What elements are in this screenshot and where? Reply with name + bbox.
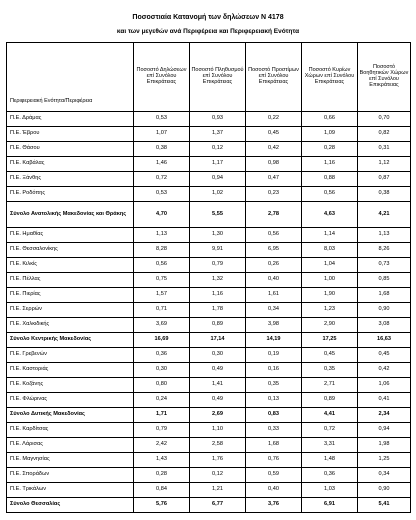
value-cell: 0,83 (246, 408, 302, 423)
value-cell: 6,95 (246, 243, 302, 258)
value-cell: 3,98 (246, 318, 302, 333)
table-row (7, 273, 411, 288)
value-cell: 0,85 (358, 273, 411, 288)
value-cell: 0,59 (246, 468, 302, 483)
region-name-cell: Π.Ε. Σερρών (7, 303, 134, 318)
table-total-row (7, 498, 411, 513)
value-cell: 4,41 (302, 408, 358, 423)
value-cell: 1,46 (134, 157, 190, 172)
value-cell: 0,80 (134, 378, 190, 393)
region-name-cell: Π.Ε. Κιλκίς (7, 258, 134, 273)
table-row (7, 157, 411, 172)
table-row (7, 393, 411, 408)
value-cell: 1,30 (190, 228, 246, 243)
region-name-cell: Π.Ε. Καβάλας (7, 157, 134, 172)
value-cell: 0,28 (302, 142, 358, 157)
value-cell: 0,23 (246, 187, 302, 202)
document-subtitle: και των μεγεθών ανά Περιφέρεια και Περιφερειακή Ενότητα (116, 28, 300, 35)
region-name-cell: Σύνολο Κεντρικής Μακεδονίας (7, 333, 134, 348)
value-cell: 0,89 (302, 393, 358, 408)
value-cell: 1,57 (134, 288, 190, 303)
value-cell: 8,28 (134, 243, 190, 258)
value-cell: 1,32 (190, 273, 246, 288)
value-cell: 0,79 (134, 423, 190, 438)
value-cell: 1,17 (190, 157, 246, 172)
value-cell: 0,40 (246, 483, 302, 498)
region-name-cell: Σύνολο Ανατολικής Μακεδονίας και Θράκης (7, 202, 134, 228)
value-cell: 0,12 (190, 468, 246, 483)
value-cell: 16,69 (134, 333, 190, 348)
value-cell: 2,90 (302, 318, 358, 333)
region-name-cell: Π.Ε. Τρικάλων (7, 483, 134, 498)
table-row (7, 228, 411, 243)
value-cell: 5,76 (134, 498, 190, 513)
table-row (7, 348, 411, 363)
region-name-cell: Π.Ε. Πέλλας (7, 273, 134, 288)
table-row (7, 378, 411, 393)
value-cell: 0,93 (190, 112, 246, 127)
value-cell: 2,78 (246, 202, 302, 228)
value-cell: 2,71 (302, 378, 358, 393)
table-row (7, 363, 411, 378)
value-cell: 0,56 (246, 228, 302, 243)
table-row (7, 187, 411, 202)
region-name-cell: Π.Ε. Θεσσαλονίκης (7, 243, 134, 258)
header-main-spaces-pct: Ποσοστό Κυρίων Χώρων επί Συνόλου Επικράτειας (302, 43, 358, 112)
value-cell: 0,26 (246, 258, 302, 273)
table-row (7, 318, 411, 333)
value-cell: 1,06 (358, 378, 411, 393)
table-row (7, 438, 411, 453)
value-cell: 0,71 (134, 303, 190, 318)
value-cell: 0,24 (134, 393, 190, 408)
value-cell: 0,82 (358, 127, 411, 142)
value-cell: 0,42 (246, 142, 302, 157)
value-cell: 0,72 (302, 423, 358, 438)
table-row (7, 172, 411, 187)
value-cell: 0,49 (190, 363, 246, 378)
value-cell: 3,69 (134, 318, 190, 333)
value-cell: 1,61 (246, 288, 302, 303)
value-cell: 1,16 (302, 157, 358, 172)
region-name-cell: Π.Ε. Θάσου (7, 142, 134, 157)
value-cell: 0,34 (358, 468, 411, 483)
region-name-cell: Π.Ε. Έβρου (7, 127, 134, 142)
table-body (7, 112, 411, 513)
region-name-cell: Σύνολο Δυτικής Μακεδονίας (7, 408, 134, 423)
region-name-cell: Π.Ε. Πιερίας (7, 288, 134, 303)
table-total-row (7, 333, 411, 348)
value-cell: 6,91 (302, 498, 358, 513)
value-cell: 0,56 (302, 187, 358, 202)
value-cell: 1,43 (134, 453, 190, 468)
table-header-row (7, 43, 411, 112)
value-cell: 0,13 (246, 393, 302, 408)
value-cell: 17,25 (302, 333, 358, 348)
region-name-cell: Π.Ε. Χαλκιδικής (7, 318, 134, 333)
region-name-cell: Π.Ε. Μαγνησίας (7, 453, 134, 468)
table-row (7, 453, 411, 468)
value-cell: 0,42 (358, 363, 411, 378)
value-cell: 0,19 (246, 348, 302, 363)
value-cell: 0,45 (358, 348, 411, 363)
region-name-cell: Π.Ε. Κοζάνης (7, 378, 134, 393)
value-cell: 8,26 (358, 243, 411, 258)
value-cell: 0,33 (246, 423, 302, 438)
value-cell: 4,70 (134, 202, 190, 228)
table-total-row (7, 202, 411, 228)
value-cell: 0,45 (302, 348, 358, 363)
value-cell: 0,45 (246, 127, 302, 142)
table-row (7, 423, 411, 438)
value-cell: 1,07 (134, 127, 190, 142)
value-cell: 3,08 (358, 318, 411, 333)
value-cell: 1,23 (302, 303, 358, 318)
value-cell: 1,98 (358, 438, 411, 453)
value-cell: 0,35 (302, 363, 358, 378)
value-cell: 2,58 (190, 438, 246, 453)
value-cell: 1,71 (134, 408, 190, 423)
region-name-cell: Σύνολο Θεσσαλίας (7, 498, 134, 513)
value-cell: 1,00 (302, 273, 358, 288)
region-name-cell: Π.Ε. Λάρισας (7, 438, 134, 453)
table-row (7, 112, 411, 127)
value-cell: 1,04 (302, 258, 358, 273)
value-cell: 0,73 (358, 258, 411, 273)
value-cell: 0,56 (134, 258, 190, 273)
value-cell: 2,69 (190, 408, 246, 423)
region-name-cell: Π.Ε. Φλώρινας (7, 393, 134, 408)
value-cell: 0,66 (302, 112, 358, 127)
value-cell: 1,10 (190, 423, 246, 438)
header-fines-pct: Ποσοστό Προστίμων επί Συνόλου Επικράτειας (246, 43, 302, 112)
value-cell: 0,84 (134, 483, 190, 498)
value-cell: 5,41 (358, 498, 411, 513)
value-cell: 0,79 (190, 258, 246, 273)
value-cell: 0,87 (358, 172, 411, 187)
value-cell: 0,36 (302, 468, 358, 483)
value-cell: 0,12 (190, 142, 246, 157)
value-cell: 0,38 (358, 187, 411, 202)
value-cell: 5,55 (190, 202, 246, 228)
region-name-cell: Π.Ε. Ξάνθης (7, 172, 134, 187)
table-row (7, 483, 411, 498)
value-cell: 1,76 (190, 453, 246, 468)
header-declarations-pct: Ποσοστό Δηλώσεων επί Συνόλου Επικράτειας (134, 43, 190, 112)
value-cell: 0,53 (134, 187, 190, 202)
value-cell: 0,72 (134, 172, 190, 187)
region-name-cell: Π.Ε. Ροδόπης (7, 187, 134, 202)
value-cell: 0,98 (246, 157, 302, 172)
region-name-cell: Π.Ε. Δράμας (7, 112, 134, 127)
value-cell: 1,21 (190, 483, 246, 498)
table-row (7, 243, 411, 258)
table-row (7, 127, 411, 142)
value-cell: 0,30 (134, 363, 190, 378)
header-auxiliary-spaces-pct: Ποσοστό Βοηθητικών Χώρων επί Συνόλου Επικράτειας (358, 43, 411, 112)
value-cell: 2,34 (358, 408, 411, 423)
value-cell: 0,28 (134, 468, 190, 483)
value-cell: 0,41 (358, 393, 411, 408)
header-region: Περιφερειακή Ενότητα/Περιφέρεια (7, 43, 134, 112)
value-cell: 1,68 (246, 438, 302, 453)
value-cell: 3,31 (302, 438, 358, 453)
value-cell: 17,14 (190, 333, 246, 348)
value-cell: 0,47 (246, 172, 302, 187)
value-cell: 14,19 (246, 333, 302, 348)
value-cell: 0,75 (134, 273, 190, 288)
table-row (7, 258, 411, 273)
value-cell: 1,37 (190, 127, 246, 142)
value-cell: 0,70 (358, 112, 411, 127)
value-cell: 0,89 (190, 318, 246, 333)
value-cell: 0,30 (190, 348, 246, 363)
value-cell: 1,68 (358, 288, 411, 303)
statistics-table (6, 42, 411, 513)
value-cell: 0,22 (246, 112, 302, 127)
value-cell: 0,76 (246, 453, 302, 468)
value-cell: 0,53 (134, 112, 190, 127)
table-row (7, 142, 411, 157)
value-cell: 1,14 (302, 228, 358, 243)
value-cell: 9,91 (190, 243, 246, 258)
value-cell: 0,34 (246, 303, 302, 318)
header-population-pct: Ποσοστό Πληθυσμού επί Συνόλου Επικράτειας (190, 43, 246, 112)
value-cell: 1,25 (358, 453, 411, 468)
region-name-cell: Π.Ε. Γρεβενών (7, 348, 134, 363)
table-row (7, 303, 411, 318)
value-cell: 0,94 (190, 172, 246, 187)
value-cell: 2,42 (134, 438, 190, 453)
value-cell: 1,13 (134, 228, 190, 243)
value-cell: 1,09 (302, 127, 358, 142)
value-cell: 0,38 (134, 142, 190, 157)
value-cell: 0,49 (190, 393, 246, 408)
table-total-row (7, 408, 411, 423)
value-cell: 1,48 (302, 453, 358, 468)
value-cell: 1,13 (358, 228, 411, 243)
value-cell: 0,31 (358, 142, 411, 157)
value-cell: 1,41 (190, 378, 246, 393)
value-cell: 4,21 (358, 202, 411, 228)
value-cell: 1,02 (190, 187, 246, 202)
value-cell: 1,78 (190, 303, 246, 318)
value-cell: 6,77 (190, 498, 246, 513)
value-cell: 0,16 (246, 363, 302, 378)
value-cell: 16,63 (358, 333, 411, 348)
value-cell: 0,94 (358, 423, 411, 438)
value-cell: 1,03 (302, 483, 358, 498)
region-name-cell: Π.Ε. Καρδίτσας (7, 423, 134, 438)
value-cell: 1,90 (302, 288, 358, 303)
region-name-cell: Π.Ε. Ημαθίας (7, 228, 134, 243)
value-cell: 4,63 (302, 202, 358, 228)
value-cell: 1,12 (358, 157, 411, 172)
value-cell: 0,40 (246, 273, 302, 288)
value-cell: 0,36 (134, 348, 190, 363)
value-cell: 0,35 (246, 378, 302, 393)
value-cell: 1,16 (190, 288, 246, 303)
region-name-cell: Π.Ε. Σποράδων (7, 468, 134, 483)
value-cell: 0,88 (302, 172, 358, 187)
region-name-cell: Π.Ε. Καστοριάς (7, 363, 134, 378)
value-cell: 8,03 (302, 243, 358, 258)
document-title: Ποσοστιαία Κατανομή των δηλώσεων Ν 4178 (132, 14, 284, 21)
table-row (7, 288, 411, 303)
table-row (7, 468, 411, 483)
value-cell: 3,76 (246, 498, 302, 513)
value-cell: 0,90 (358, 303, 411, 318)
value-cell: 0,90 (358, 483, 411, 498)
